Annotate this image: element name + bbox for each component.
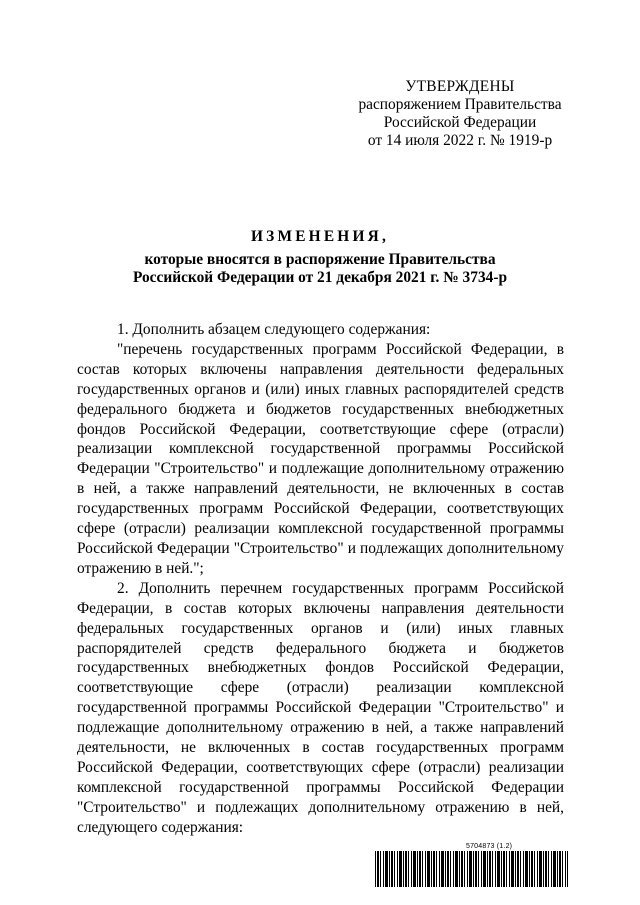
paragraph-2: "перечень государственных программ Российской Федерации, в состав которых включены направления деятельности федеральных государственных органов и (или) иных главных распорядителей средств федерального бюджета и бюджетов государственных внебюджетных фондов Российской Федерации, соответствующие сфере (отрасли) реализации комплексной государственной программы Российской Федерации "Строительство" и подлежащие дополнительному отражению в ней, а также направлений деятельности, не включенных в состав государственных программ Российской Федерации, соответствующих сфере (отрасли) реализации комплексной государственной программы Российской Федерации "Строительство" и подлежащих дополнительному отражению в ней.";: [77, 340, 564, 577]
paragraph-3: 2. Дополнить перечнем государственных программ Российской Федерации, в состав которых включены направления деятельности федеральных государственных органов и (или) иных главных распорядителей средств федерального бюджета и бюджетов государственных внебюджетных фондов Российской Федерации, соответствующие сфере (отрасли) реализации комплексной государственной программы Российской Федерации "Строительство" и подлежащие дополнительному отражению в ней, а также направлений деятельности, не включенных в состав государственных программ Российской Федерации, соответствующих сфере (отрасли) реализации комплексной государственной программы Российской Федерации "Строительство" и подлежащих дополнительному отражению в ней, следующего содержания:: [77, 579, 564, 836]
document-subtitle: [0, 251, 640, 287]
document-body: [77, 320, 564, 838]
paragraph-1: 1. Дополнить абзацем следующего содержания:: [117, 321, 431, 338]
barcode-number: 5704873 (1.2): [466, 843, 513, 850]
approval-line-3: Российской Федерации: [383, 114, 537, 131]
approval-block: [330, 78, 590, 150]
document-title: ИЗМЕНЕНИЯ,: [250, 228, 390, 245]
approval-date: от 14 июля 2022 г. № 1919-р: [367, 132, 553, 149]
approval-title: УТВЕРЖДЕНЫ: [405, 78, 515, 95]
approval-line-2: распоряжением Правительства: [358, 96, 562, 113]
barcode-icon: [375, 851, 568, 887]
subtitle-line-1: которые вносятся в распоряжение Правительства: [144, 251, 496, 268]
subtitle-line-2: Российской Федерации от 21 декабря 2021 г. № 3734-р: [132, 269, 508, 286]
